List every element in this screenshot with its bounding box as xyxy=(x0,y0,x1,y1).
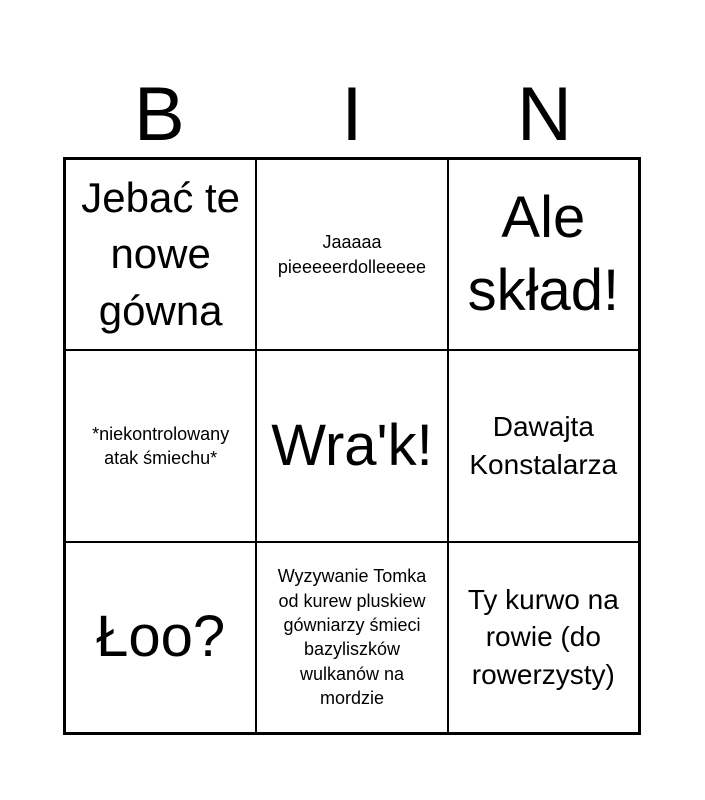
bingo-cell-text: Ale skład! xyxy=(467,185,620,323)
bingo-cell-text: Łoo? xyxy=(96,604,226,670)
bingo-cell-text: Jaaaaa pieeeeerdolleeeee xyxy=(277,232,427,277)
bingo-header xyxy=(63,72,641,158)
header-letter-n: N xyxy=(517,72,572,157)
bingo-cell[interactable] xyxy=(256,159,447,350)
header-letter-b: B xyxy=(133,72,185,157)
bingo-cell[interactable] xyxy=(256,350,447,541)
bingo-cell[interactable] xyxy=(448,350,639,541)
bingo-cell-text: Wra'k! xyxy=(271,412,433,478)
bingo-cell[interactable] xyxy=(448,159,639,350)
bingo-cell-text: *niekontrolowany atak śmiechu* xyxy=(92,423,230,468)
bingo-cell[interactable] xyxy=(65,542,256,733)
bingo-cell[interactable] xyxy=(65,159,256,350)
bingo-cell-text: Ty kurwo na rowie (do rowerzysty) xyxy=(467,583,619,691)
bingo-grid xyxy=(63,157,641,735)
bingo-cell[interactable] xyxy=(256,542,447,733)
bingo-cell[interactable] xyxy=(448,542,639,733)
bingo-cell[interactable] xyxy=(65,350,256,541)
header-letter-i: I xyxy=(341,72,363,157)
bingo-cell-text: Wyzywanie Tomka od kurew pluskiew gówniarzy śmieci bazyliszków wulkanów na mordzie xyxy=(277,566,427,708)
bingo-cell-text: Jebać te nowe gówna xyxy=(81,173,241,334)
bingo-cell-text: Dawajta Konstalarza xyxy=(469,411,618,480)
